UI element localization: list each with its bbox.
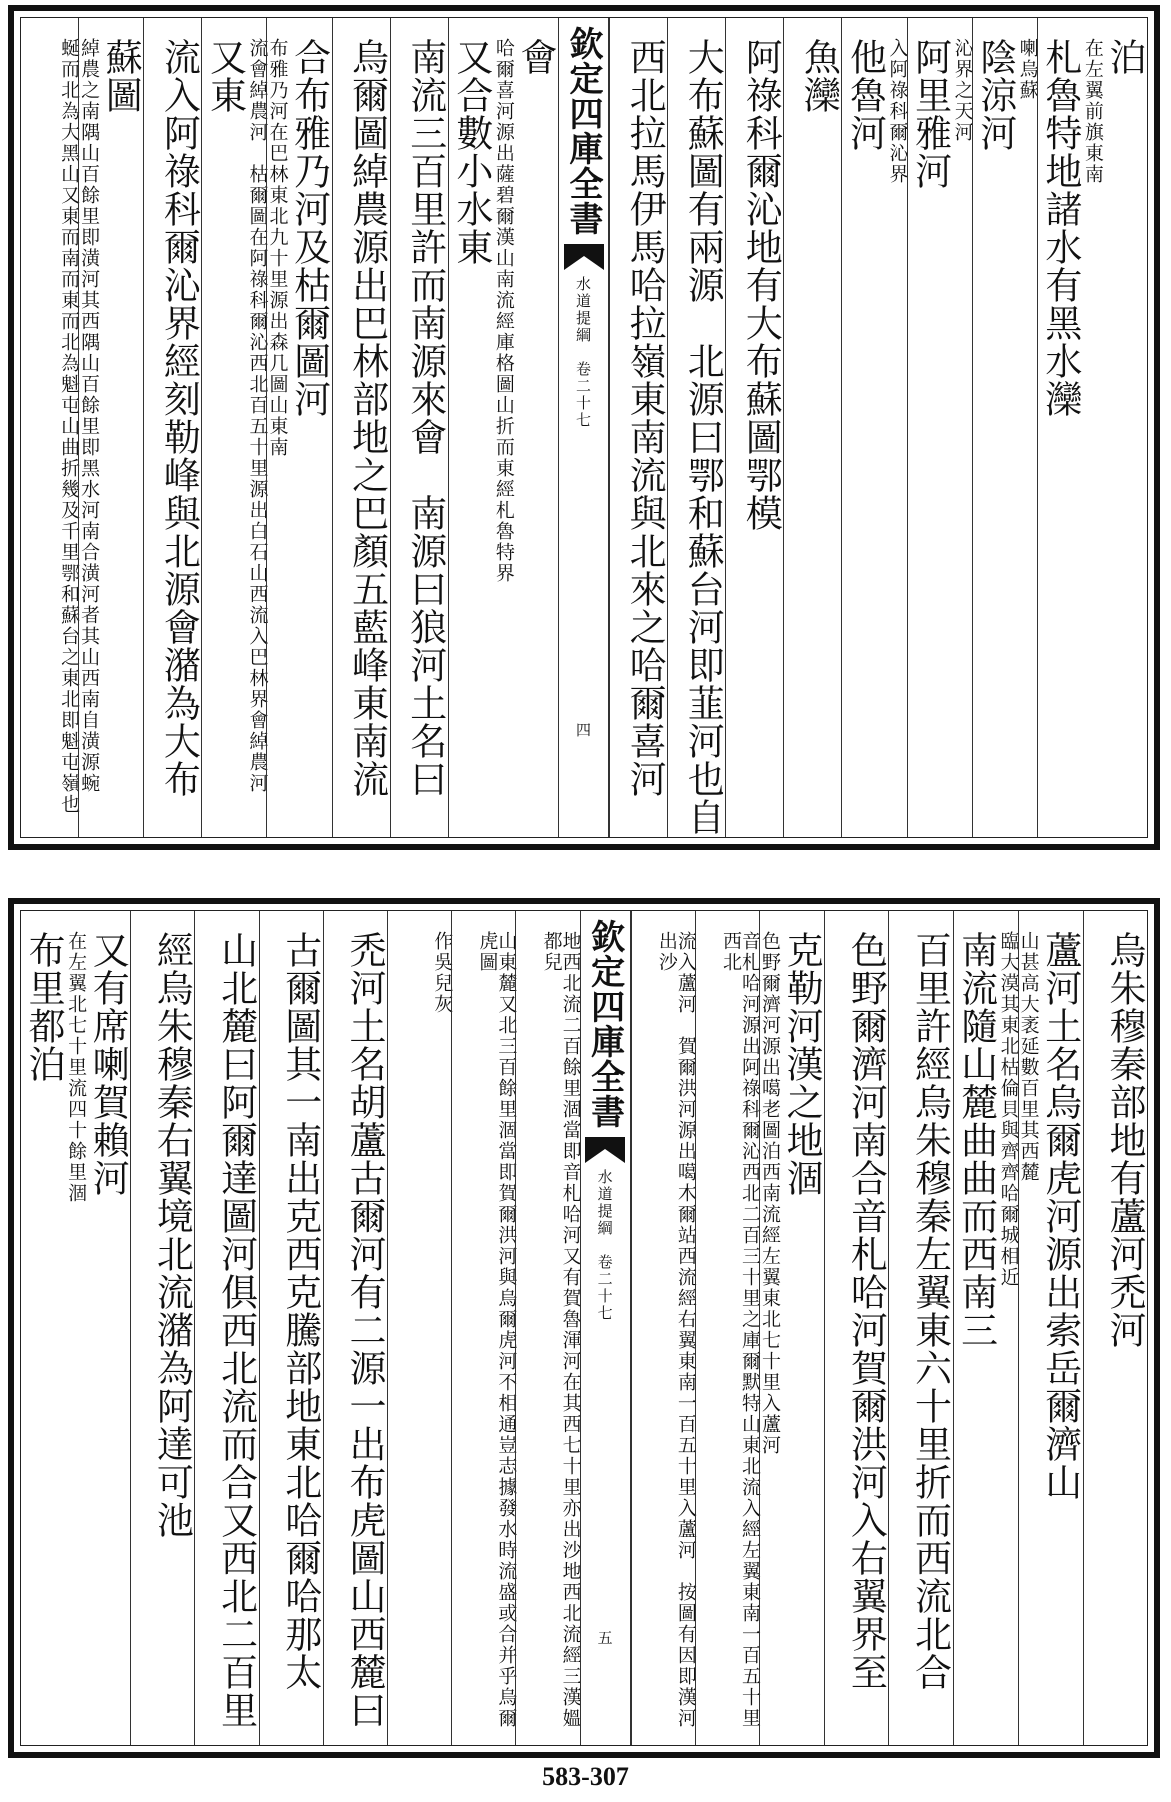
banxin-center-column [558, 18, 609, 837]
text-column: 流入蘆河 賀爾洪河源出噶木爾站西流經右翼東南一百五十里入蘆河 按圖有因即漢河出沙 [631, 911, 695, 1745]
text-column: 經烏朱穆秦右翼境北流潴為阿達可池 [130, 911, 194, 1745]
section-label: 水道提綱 卷二十七 [574, 276, 592, 429]
text-column: 阿祿科爾沁地有大布蘇圖鄂模 [725, 18, 783, 837]
page-footer-number: 583-307 [542, 1762, 629, 1791]
text-column: 會 哈爾喜河源出薩碧爾漢山南流經庫格圖山折而東經札魯特界 又合數小水東 [448, 18, 558, 837]
text-column: 烏朱穆秦部地有蘆河禿河 [1083, 911, 1147, 1745]
text-column: 流會綽農河 枯爾圖在阿祿科爾沁西北百五十里源出白石山西流入巴林界會綽農河 又東 [201, 18, 266, 837]
text-column: 南流三百里許而南源來會 南源曰狼河土名曰 [390, 18, 448, 837]
text-column: 臨大漠其東北枯倫貝與齊齊哈爾城相近 南流隨山麓曲曲而西南三 [953, 911, 1018, 1745]
text-column: 作吳兒灰 [387, 911, 451, 1745]
text-column: 合布雅乃河及枯爾圖河 布雅乃河在巴林東北九十里源出森几圖山東南 [266, 18, 331, 837]
text-column: 烏爾圖綽農源出巴林部地之巴顏五藍峰東南流 [332, 18, 390, 837]
top-page [8, 5, 1160, 850]
text-column: 大布蘇圖有兩源 北源曰鄂和蘇台河即韮河也自 [667, 18, 725, 837]
text-column: 百里許經烏朱穆秦左翼東六十里折而西流北合 [888, 911, 952, 1745]
text-column: 泊 在左翼前旗東南 札魯特地諸水有黑水灤 [1037, 18, 1147, 837]
page-number: 四 [574, 722, 592, 737]
text-column: 地西北流二百餘里涸當即音札哈河又有賀魯渾河在其西七十里亦出沙地西北流經三漢媼都兒 [515, 911, 579, 1745]
text-column: 流入阿祿科爾沁界經刻勒峰與北源會潴為大布 [143, 18, 201, 837]
text-column: 喇烏蘇 陰涼河 [972, 18, 1037, 837]
book-title: 欽定四庫全書 [563, 26, 603, 236]
page-number: 五 [595, 1630, 614, 1645]
text-column: 又有席喇賀賴河 在左翼北七十里流四十餘里涸 布里都泊 [22, 931, 130, 1204]
text-column: 蘇圖 綽農之南隅山百餘里即潢河其西隅山百餘里即黑水河南合潢河者其山西南自潢源蜿 [78, 18, 143, 837]
text-column: 沁界之天河 阿里雅河 [907, 18, 972, 837]
text-column: 山東麓又北三百餘里涸當即賀爾洪河與烏爾虎河不相通豈志據發水時流盛或合并乎烏爾虎圖 [451, 911, 515, 1745]
fish-tail-mark-icon [585, 1137, 625, 1163]
text-column: 色野爾濟河南合音札哈河賀爾洪河入右翼界至 [824, 911, 888, 1745]
text-column: 蘆河土名烏爾虎河源出索岳爾濟山 山甚高大袤延數百里其西麓 [1018, 911, 1083, 1745]
text-column: 魚灤 [783, 18, 841, 837]
text-column: 古爾圖其一南出克西克騰部地東北哈爾哈那太 [259, 911, 323, 1745]
text-column: 山北麓曰阿爾達圖河俱西北流而合又西北二百里 [194, 911, 258, 1745]
top-page-columns [20, 17, 1148, 838]
banxin-center-column [580, 911, 631, 1745]
text-column: 禿河土名胡蘆古爾河有二源一出布虎圖山西麓曰 [323, 911, 387, 1745]
text-column: 音札哈河源出阿祿科爾沁西北二百三十里之庫爾默特山東北流入經左翼東南一百五十里西北 [695, 911, 759, 1745]
bottom-page-columns [20, 910, 1148, 1746]
text-column: 入阿祿科爾沁界 他魯河 [841, 18, 906, 837]
text-column: 克勒河漢之地涸 色野爾濟河源出噶老圖泊西南流經左翼東北七十里入蘆河 [759, 911, 824, 1745]
book-title: 欽定四庫全書 [584, 919, 625, 1129]
fish-tail-mark-icon [564, 244, 604, 270]
text-column: 蜒而北為大黑山又東而南而東而北為魁屯山曲折幾及千里鄂和蘇台之東北即魁屯嶺也 [58, 38, 81, 815]
text-column: 西北拉馬伊馬哈拉嶺東南流與北來之哈爾喜河 [609, 18, 667, 837]
section-label: 水道提綱 卷二十七 [595, 1169, 614, 1322]
bottom-page [8, 898, 1160, 1758]
